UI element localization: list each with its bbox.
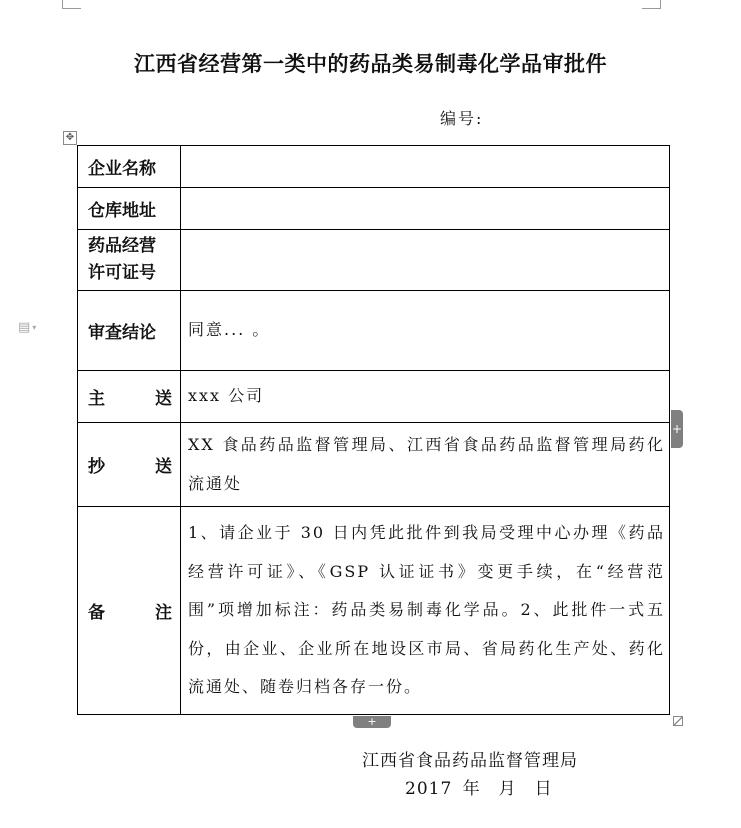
value-company-name[interactable] xyxy=(181,146,670,188)
page-margin-corner-left xyxy=(62,0,81,9)
table-row xyxy=(78,188,670,230)
document-icon[interactable]: ▤ ▾ xyxy=(18,320,37,335)
value-remarks[interactable]: 1、请企业于 30 日内凭此批件到我局受理中心办理《药品经营许可证》、《GSP 认证证书》变更手续，在“经营范围”项增加标注：药品类易制毒化学品。2、此批件一式五份，由企业、企业所在地设区市局、省局药化生产处、药化流通处、随卷归档各存一份。 xyxy=(181,507,670,715)
value-warehouse-address[interactable] xyxy=(181,188,670,230)
approval-form-table xyxy=(77,145,670,715)
label-license-line2: 许可证号 xyxy=(88,263,156,283)
add-column-plus-icon[interactable]: + xyxy=(671,410,683,448)
page-margin-corner-right xyxy=(642,0,661,9)
label-cc: 抄 送 xyxy=(78,423,181,507)
table-row xyxy=(78,371,670,423)
value-main-recipient[interactable]: xxx 公司 xyxy=(181,371,670,423)
label-warehouse-address: 仓库地址 xyxy=(78,188,181,230)
add-row-plus-icon[interactable]: + xyxy=(353,716,391,728)
label-remarks: 备 注 xyxy=(78,507,181,715)
issue-date: 2017 年 月 日 xyxy=(405,779,553,799)
label-main-recipient: 主 送 xyxy=(78,371,181,423)
value-license-number[interactable] xyxy=(181,230,670,291)
issuing-authority: 江西省食品药品监督管理局 xyxy=(362,751,578,771)
value-cc[interactable]: XX 食品药品监督管理局、江西省食品药品监督管理局药化流通处 xyxy=(181,423,670,507)
label-license-number xyxy=(78,230,181,291)
label-license-line1: 药品经营 xyxy=(88,236,156,256)
table-resize-icon[interactable] xyxy=(673,716,683,726)
table-move-icon[interactable]: ✥ xyxy=(63,131,77,145)
document-title: 江西省经营第一类中的药品类易制毒化学品审批件 xyxy=(134,52,607,76)
table-row xyxy=(78,291,670,371)
table-row xyxy=(78,507,670,715)
table-row xyxy=(78,146,670,188)
table-row xyxy=(78,230,670,291)
label-company-name: 企业名称 xyxy=(78,146,181,188)
table-row xyxy=(78,423,670,507)
value-review-conclusion[interactable]: 同意... 。 xyxy=(181,291,670,371)
chevron-down-icon[interactable]: ▾ xyxy=(32,323,37,332)
document-number-label: 编号: xyxy=(440,109,484,128)
label-review-conclusion: 审查结论 xyxy=(78,291,181,371)
